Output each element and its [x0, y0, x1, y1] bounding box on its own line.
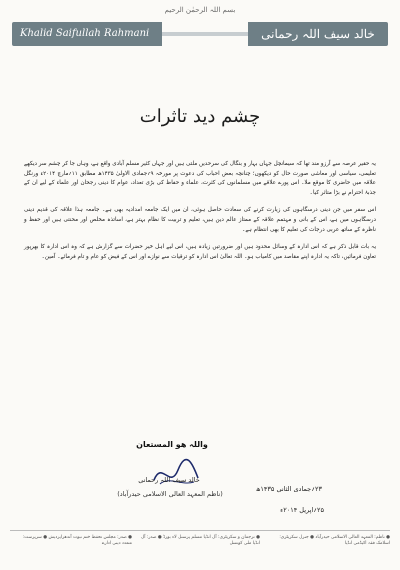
footer-col-3: ● صدر: مجلس تحفظ ختم نبوت آندھراپردیش ● سرپرست: متعدد دینی ادارے	[22, 535, 132, 546]
footer-col-1: ● ناظم: المعہد العالی الاسلامی حیدرآباد ● جنرل سکریٹری: اسلامک فقہ اکیڈمی انڈیا	[279, 535, 390, 546]
letterhead-divider	[162, 32, 248, 36]
footer-col-2: ● ترجمان و سکریٹری: آل انڈیا مسلم پرسنل لاء بورڈ ● صدر: آل انڈیا ملی کونسل	[141, 535, 260, 546]
date-gregorian: ۲۵؍اپریل ۲۰۱۴ء	[280, 506, 324, 514]
footer	[10, 530, 390, 565]
body-paragraph: اس سفر میں جن دینی درسگاہوں کی زیارت کرنے کی سعادت حاصل ہوئی، ان میں ایک جامعہ امدادیہ بھی ہے۔ جامعہ ہذا علاقہ کی قدیم دینی درسگاہوں میں ہے، اس کے بانی و مہتمم علاقہ کے ممتاز عالم دین ہیں، تعلیم و تربیت کا نظام بہتر ہے، اساتذہ مخلص اور محنتی ہیں اور حفظ و ناظرہ کے ساتھ عربی درجات کی تعلیم کا بھی انتظام ہے۔	[24, 207, 376, 233]
closing-phrase: واللہ ھو المستعان	[136, 440, 208, 449]
letterhead-english-name: Khalid Saifullah Rahmani	[12, 22, 162, 46]
letterhead-urdu-name: خالد سیف اللہ رحمانی	[248, 22, 388, 46]
document-title: چشم دید تاثرات	[139, 106, 261, 127]
date-hijri: ۲۳؍جمادی الثانی ۱۴۳۵ھ	[255, 485, 322, 493]
letterhead	[12, 22, 388, 46]
body-paragraph: یہ بات قابل ذکر ہے کہ اس ادارہ کے وسائل محدود ہیں اور ضرورتیں زیادہ ہیں، اس لیے اہل خیر حضرات سے گزارش ہے کہ وہ اس ادارہ کا بھرپور تعاون فرمائیں، تاکہ یہ ادارہ اپنے مقاصد میں کامیاب ہو۔ اللہ تعالیٰ اس ادارہ کو ترقیات سے نوازے اور اس کے فیض کو عام و تام فرمائے۔ آمین۔	[24, 244, 376, 260]
document-body	[24, 160, 376, 270]
signatory-title: (ناظم المعہد العالی الاسلامی حیدرآباد)	[117, 490, 223, 498]
signature-image	[148, 452, 204, 494]
bismillah: بسم اللہ الرحمٰن الرحیم	[164, 6, 236, 14]
body-paragraph: یہ حقیر عرصہ سے آرزو مند تھا کہ سیمانچل جہاں بہار و بنگال کی سرحدیں ملتی ہیں اور جہاں کثیر مسلم آبادی واقع ہے، وہاں جا کر چشم سر دیکھے تعلیمی، سیاسی اور معاشی صورت حال کو دیکھوں؛ چنانچہ بعض احباب کی دعوت پر مورخہ ۹؍جمادی الاولیٰ ۱۴۳۵ھ مطابق ۱۱؍مارچ ۲۰۱۴ء ورنگل علاقہ میں حاضری کا موقع ملا۔ اس پورے علاقے میں مسلمانوں کی کثرت، علماء و حفاظ کی بڑی تعداد، عوام کا دینی رجحان اور علماء کے لیے ان کے جذبۂ احترام نے بڑا متاثر کیا۔	[24, 161, 376, 196]
signatory-name: خالد سیف اللہ رحمانی	[138, 476, 200, 484]
